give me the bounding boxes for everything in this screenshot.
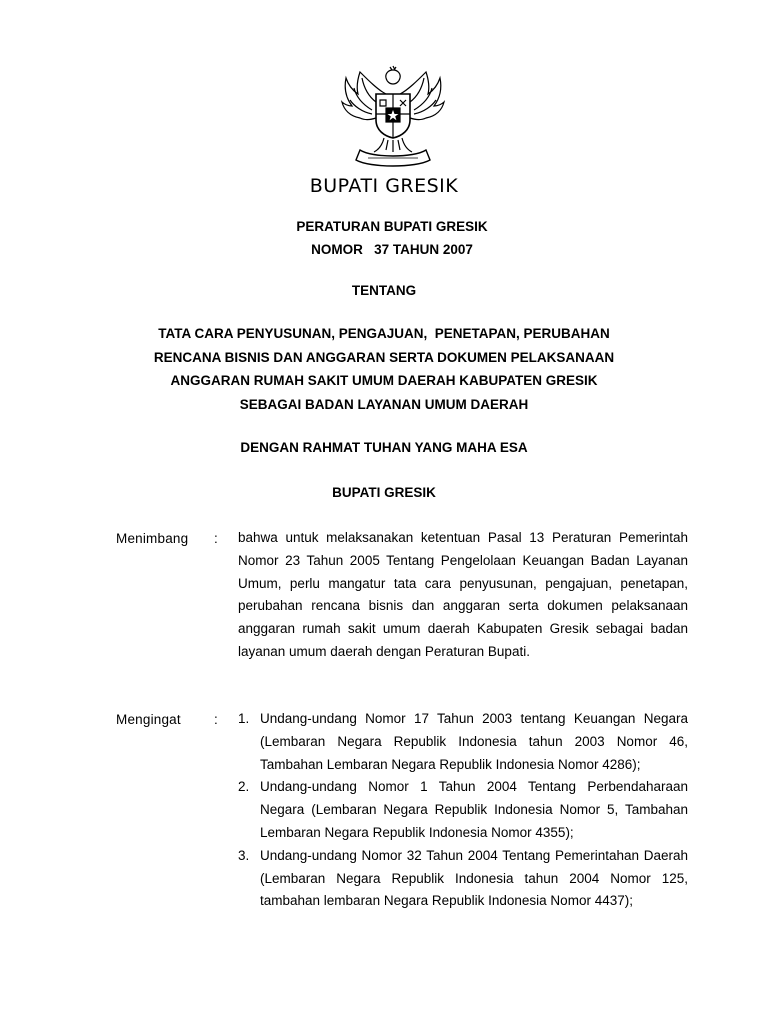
regulation-subject [0, 322, 768, 416]
list-item-number: 2. [238, 779, 250, 795]
regulation-name: PERATURAN BUPATI GRESIK [296, 219, 488, 234]
list-item [238, 776, 688, 844]
subject-line: RENCANA BISNIS DAN ANGGARAN SERTA DOKUMEN PELAKSANAAN [153, 349, 615, 365]
subject-line: TATA CARA PENYUSUNAN, PENGAJUAN, PENETAPAN, PERUBAHAN [158, 326, 610, 341]
rahmat-heading: DENGAN RAHMAT TUHAN YANG MAHA ESA [240, 440, 528, 455]
list-item-number: 1. [238, 711, 250, 726]
garuda-emblem-icon [338, 64, 448, 172]
mengingat-list [238, 708, 688, 913]
mengingat-label: Mengingat [116, 712, 181, 727]
menimbang-text: bahwa untuk melaksanakan ketentuan Pasal 13 Peraturan Pemerintah Nomor 23 Tahun 2005 Tentang Pengelolaan Keuangan Badan Layanan Umum, perlu mangatur tata cara penyusunan, pengajuan, penetapan, perubahan rencana bisnis dan anggaran serta dokumen pelaksanaan anggaran rumah sakit umum daerah Kabupaten Gresik sebagai badan layanan umum daerah dengan Peraturan Bupati. [238, 530, 688, 659]
mengingat-colon: : [214, 712, 218, 727]
list-item-text: Undang-undang Nomor 32 Tahun 2004 Tentang Pemerintahan Daerah (Lembaran Negara Republik Indonesia tahun 2004 Nomor 125, tambahan lembaran Negara Republik Indonesia Nomor 4437); [260, 847, 688, 909]
bupati-title: BUPATI GRESIK [309, 175, 459, 197]
list-item-text: Undang-undang Nomor 1 Tahun 2004 Tentang Perbendaharaan Negara (Lembaran Negara Republik Indonesia Nomor 5, Tambahan Lembaran Negara Republik Indonesia Nomor 4355); [260, 779, 688, 840]
bupati-heading: BUPATI GRESIK [332, 485, 436, 500]
list-item [238, 845, 688, 913]
regulation-title [8, 215, 768, 261]
list-item [238, 708, 688, 776]
subject-line: ANGGARAN RUMAH SAKIT UMUM DAERAH KABUPATEN GRESIK [170, 373, 598, 388]
list-item-text: Undang-undang Nomor 17 Tahun 2003 tentang Keuangan Negara (Lembaran Negara Republik Indonesia tahun 2003 Nomor 46, Tambahan Lembaran Negara Republik Indonesia Nomor 4286); [260, 711, 688, 772]
regulation-number: NOMOR 37 TAHUN 2007 [311, 242, 473, 257]
list-item-number: 3. [238, 847, 250, 863]
subject-line: SEBAGAI BADAN LAYANAN UMUM DAERAH [239, 396, 529, 412]
menimbang-label: Menimbang [116, 531, 189, 546]
menimbang-colon: : [214, 531, 218, 546]
tentang-heading: TENTANG [351, 283, 417, 298]
